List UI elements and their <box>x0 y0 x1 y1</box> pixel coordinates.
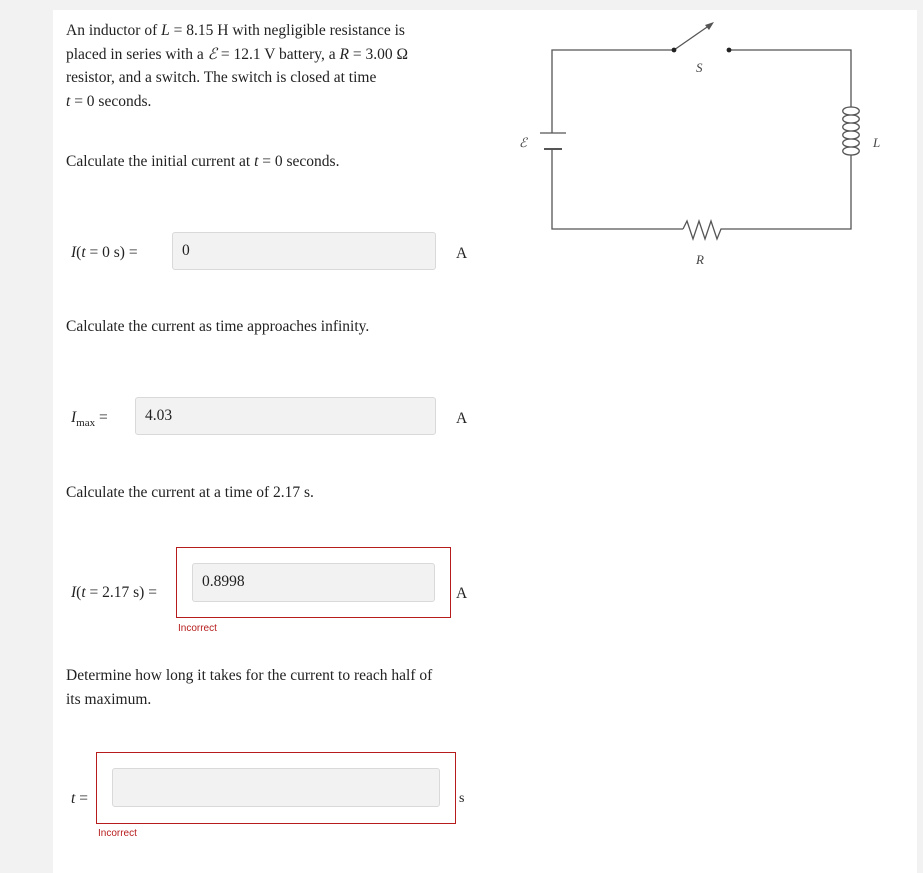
rl-circuit-diagram <box>500 15 900 280</box>
emf-label: ℰ <box>519 135 527 150</box>
resistor-label: R <box>696 252 704 267</box>
switch-terminal-right <box>727 48 732 53</box>
problem-line-4: t = 0 seconds. <box>66 92 152 110</box>
circuit-wire-bottom-left <box>552 149 683 229</box>
problem-statement <box>66 19 466 113</box>
switch-blade <box>674 25 710 50</box>
problem-line-1: An inductor of L = 8.15 H with negligible resistance is <box>66 22 405 39</box>
q2-unit: A <box>456 410 468 427</box>
q2-answer-input[interactable]: 4.03 <box>135 397 436 435</box>
q3-prompt: Calculate the current at a time of 2.17 s. <box>66 484 314 501</box>
q3-unit: A <box>456 585 468 602</box>
q1-answer-label: I(t = 0 s) = <box>71 244 138 261</box>
q1-prompt: Calculate the initial current at t = 0 seconds. <box>66 153 340 170</box>
q1-unit: A <box>456 245 468 262</box>
circuit-wire-right-bottom <box>725 170 851 229</box>
circuit-wire-top-left <box>552 50 674 133</box>
inductor-symbol <box>843 107 860 170</box>
q3-answer-input[interactable]: 0.8998 <box>192 563 435 602</box>
q4-answer-input[interactable] <box>112 768 440 807</box>
q4-unit: s <box>459 791 465 806</box>
q3-answer-label: I(t = 2.17 s) = <box>71 584 157 601</box>
problem-line-2: placed in series with a ℰ = 12.1 V battery, a R = 3.00 Ω <box>66 45 409 63</box>
resistor-symbol <box>683 221 725 239</box>
q2-prompt: Calculate the current as time approaches infinity. <box>66 318 370 335</box>
circuit-wire-top-right <box>729 50 851 107</box>
inductor-label: L <box>873 135 881 150</box>
switch-label: S <box>696 60 703 75</box>
q3-feedback: Incorrect <box>178 623 217 634</box>
q4-prompt: Determine how long it takes for the current to reach half of its maximum. <box>66 667 433 708</box>
q4-feedback: Incorrect <box>98 828 137 839</box>
problem-line-3: resistor, and a switch. The switch is closed at time <box>66 69 377 86</box>
switch-terminal-left <box>672 48 677 53</box>
q4-answer-label: t = <box>71 790 88 807</box>
q2-answer-label: $I_{max}$ = <box>71 409 108 430</box>
q1-answer-input[interactable]: 0 <box>172 232 436 270</box>
switch-arrowhead <box>705 22 714 30</box>
